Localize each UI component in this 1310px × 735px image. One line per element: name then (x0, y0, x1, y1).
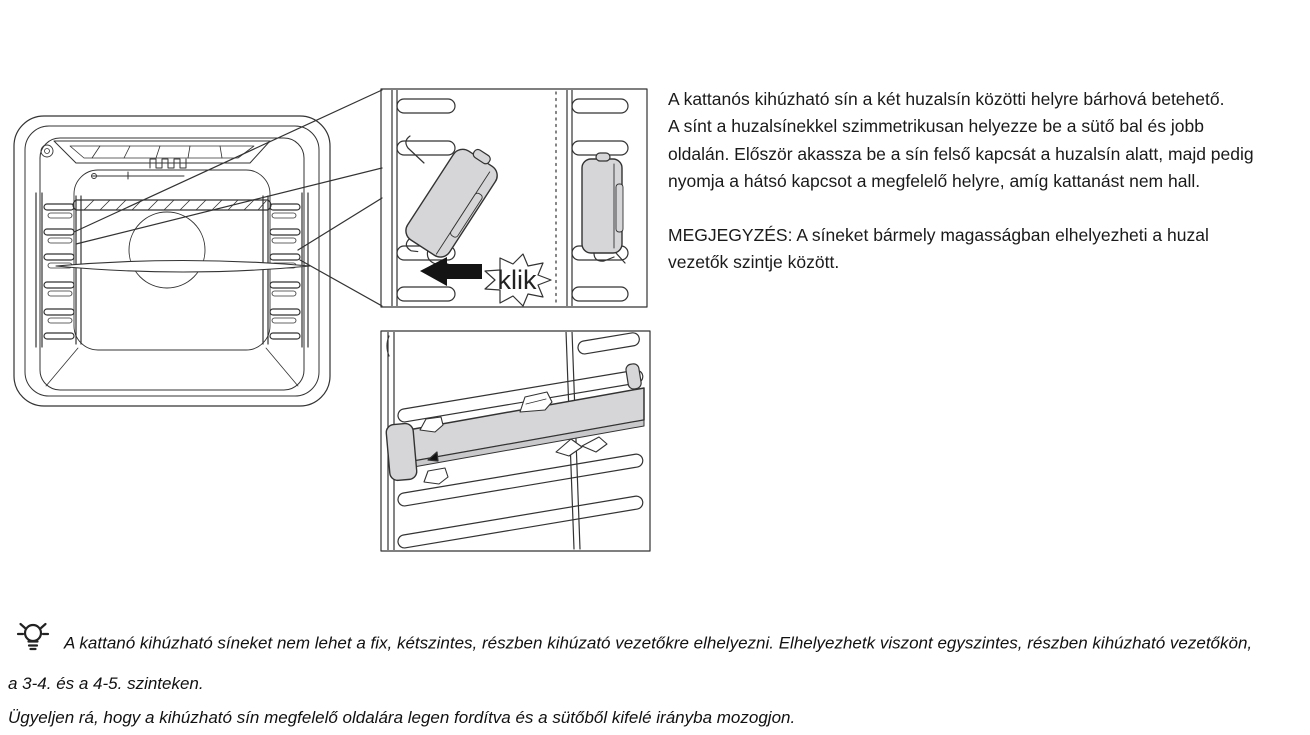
oven-front-illustration (14, 116, 330, 406)
rail-bracket-tilted (397, 139, 510, 271)
tip-text-1: A kattanó kihúzható síneket nem lehet a fix, kétszintes, részben kihúzató vezetőkre elhelyezni. Elhelyezhetk viszont egyszintes, részben kihúzható vezetőkön, a 3-4. és a 4-5. szinteken. (8, 633, 1253, 693)
instruction-paragraph-1: A kattanós kihúzható sín a két huzalsín közötti helyre bárhová betehető. (668, 89, 1225, 109)
detail-box-mounted-rail (381, 331, 650, 551)
lightbulb-icon (16, 618, 50, 666)
wire-shelf (73, 200, 271, 210)
klik-burst (485, 254, 551, 306)
fan-circle (129, 212, 205, 288)
installation-figure (0, 0, 670, 580)
oven-light (41, 145, 53, 157)
instructions-text (668, 86, 1268, 277)
tip-paragraph-1 (8, 618, 1258, 697)
push-left-arrow-icon (420, 257, 482, 286)
tip-section (8, 618, 1258, 731)
rail-end-cap (386, 423, 418, 481)
tip-paragraph-2: Ügyeljen rá, hogy a kihúzható sín megfelelő oldalára legen fordítva és a sütőből kifelé irányba mozogjon. (8, 708, 796, 727)
klik-label: klik (497, 265, 537, 295)
baking-tray (56, 261, 310, 273)
callout-lines (74, 90, 382, 306)
instruction-paragraph-2: A sínt a huzalsínekkel szimmetrikusan helyezze be a sütő bal és jobb oldalán. Először akassza be a sín felső kapcsát a huzalsín alatt, majd pedig nyomja a hátsó kapcsot a megfelelő helyre, amíg kattanást nem hall. (668, 116, 1254, 191)
detail-box-clip-steps (381, 89, 647, 307)
rail-bracket-seated (582, 153, 625, 263)
rail-rear-pin (625, 363, 642, 390)
note-paragraph: MEGJEGYZÉS: A síneket bármely magasságban elhelyezheti a huzal vezetők szintje között. (668, 225, 1209, 273)
